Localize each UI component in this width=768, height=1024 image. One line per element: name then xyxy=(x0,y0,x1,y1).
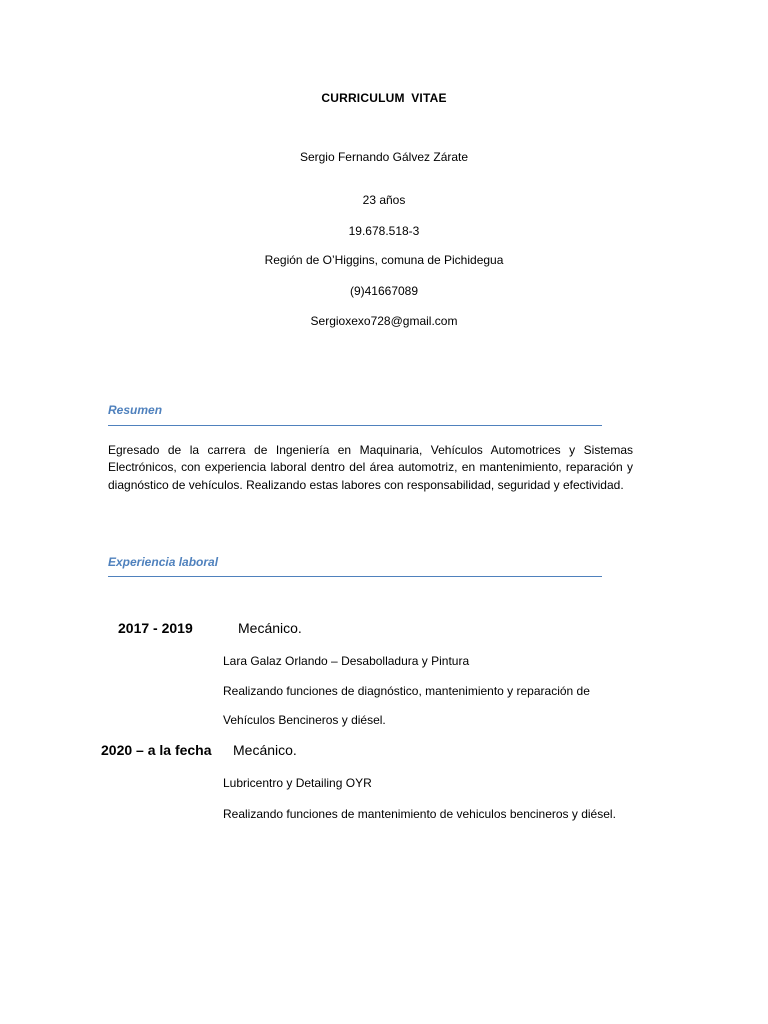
full-name: Sergio Fernando Gálvez Zárate xyxy=(299,150,469,164)
job-description: Realizando funciones de diagnóstico, mantenimiento y reparación de xyxy=(223,684,590,698)
experience-divider xyxy=(108,576,602,577)
age: 23 años xyxy=(362,193,406,207)
address: Región de O’Higgins, comuna de Pichidegua xyxy=(264,253,504,267)
summary-divider xyxy=(108,425,602,426)
summary-paragraph xyxy=(108,442,633,494)
summary-text: Egresado de la carrera de Ingeniería en Maquinaria, Vehículos Automotrices y Sistemas Electrónicos, con experiencia laboral dentro del área automotriz, en mantenimiento, reparación y diagnóstico de vehículos. Realizando estas labores con responsabilidad, seguridad y efectividad. xyxy=(108,443,633,492)
rut-number: 19.678.518-3 xyxy=(348,224,420,238)
document-title: CURRICULUM VITAE xyxy=(321,91,447,105)
summary-heading: Resumen xyxy=(108,403,163,417)
job-role: Mecánico. xyxy=(238,620,302,636)
job-period: 2020 – a la fecha xyxy=(101,742,212,758)
job-company: Lubricentro y Detailing OYR xyxy=(223,776,372,790)
phone-number: (9)41667089 xyxy=(349,284,419,298)
experience-heading: Experiencia laboral xyxy=(108,555,219,569)
job-description: Realizando funciones de mantenimiento de vehiculos bencineros y diésel. xyxy=(223,807,616,821)
email-address: Sergioxexo728@gmail.com xyxy=(310,314,458,328)
job-role: Mecánico. xyxy=(233,742,297,758)
job-period: 2017 - 2019 xyxy=(118,620,193,636)
job-description: Vehículos Bencineros y diésel. xyxy=(223,713,386,727)
job-company: Lara Galaz Orlando – Desabolladura y Pintura xyxy=(223,654,470,668)
